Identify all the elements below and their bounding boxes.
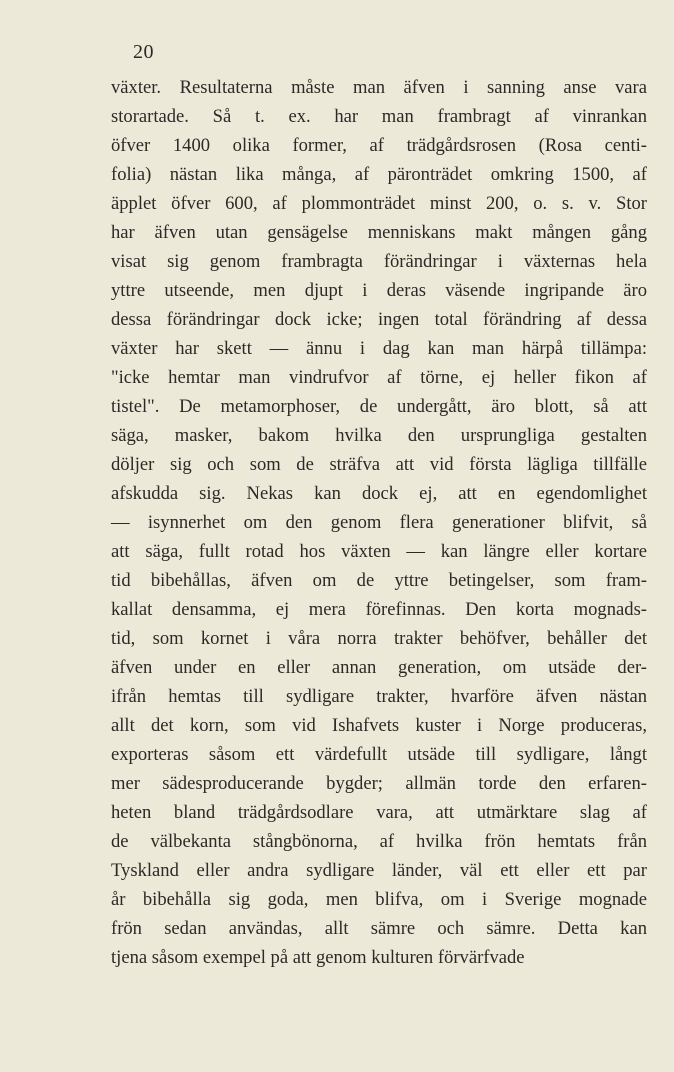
text-line: äfven under en eller annan generation, om utsäde der- xyxy=(111,657,647,678)
text-line: heten bland trädgårdsodlare vara, att utmärktare slag af xyxy=(111,802,647,823)
text-line: har äfven utan gensägelse menniskans makt mången gång xyxy=(111,222,647,243)
text-line: Tyskland eller andra sydligare länder, väl ett eller ett par xyxy=(111,860,647,881)
page-number: 20 xyxy=(133,41,154,63)
text-line: dessa förändringar dock icke; ingen total förändring af dessa xyxy=(111,309,647,330)
text-line: säga, masker, bakom hvilka den ursprungliga gestalten xyxy=(111,425,647,446)
body-text xyxy=(111,73,647,972)
text-line: år bibehålla sig goda, men blifva, om i Sverige mognade xyxy=(111,889,647,910)
text-line: tjena såsom exempel på att genom kulturen förvärfvade xyxy=(111,947,525,968)
text-line: att säga, fullt rotad hos växten — kan längre eller kortare xyxy=(111,541,647,562)
text-line: storartade. Så t. ex. har man frambragt af vinrankan xyxy=(111,106,647,127)
text-line: äpplet öfver 600, af plommonträdet minst 200, o. s. v. Stor xyxy=(111,193,647,214)
text-line: visat sig genom frambragta förändringar i växternas hela xyxy=(111,251,647,272)
text-line: tistel". De metamorphoser, de undergått, äro blott, så att xyxy=(111,396,647,417)
text-line: folia) nästan lika många, af päronträdet omkring 1500, af xyxy=(111,164,647,185)
text-line: växter har skett — ännu i dag kan man härpå tillämpa: xyxy=(111,338,647,359)
text-line: afskudda sig. Nekas kan dock ej, att en egendomlighet xyxy=(111,483,647,504)
text-line: tid bibehållas, äfven om de yttre betingelser, som fram- xyxy=(111,570,647,591)
text-line: tid, som kornet i våra norra trakter behöfver, behåller det xyxy=(111,628,647,649)
text-line: frön sedan användas, allt sämre och sämre. Detta kan xyxy=(111,918,647,939)
text-line: mer sädesproducerande bygder; allmän torde den erfaren- xyxy=(111,773,647,794)
text-line: ifrån hemtas till sydligare trakter, hvarföre äfven nästan xyxy=(111,686,647,707)
text-line: yttre utseende, men djupt i deras väsende ingripande äro xyxy=(111,280,647,301)
text-line: de välbekanta stångbönorna, af hvilka frön hemtats från xyxy=(111,831,647,852)
text-line: växter. Resultaterna måste man äfven i sanning anse vara xyxy=(111,77,647,98)
text-line: "icke hemtar man vindrufvor af törne, ej heller fikon af xyxy=(111,367,647,388)
text-line: — isynnerhet om den genom flera generationer blifvit, så xyxy=(111,512,647,533)
text-line: döljer sig och som de sträfva att vid första lägliga tillfälle xyxy=(111,454,647,475)
text-line: öfver 1400 olika former, af trädgårdsrosen (Rosa centi- xyxy=(111,135,647,156)
text-line: kallat densamma, ej mera förefinnas. Den korta mognads- xyxy=(111,599,647,620)
text-line: allt det korn, som vid Ishafvets kuster i Norge produceras, xyxy=(111,715,647,736)
text-line: exporteras såsom ett värdefullt utsäde till sydligare, långt xyxy=(111,744,647,765)
